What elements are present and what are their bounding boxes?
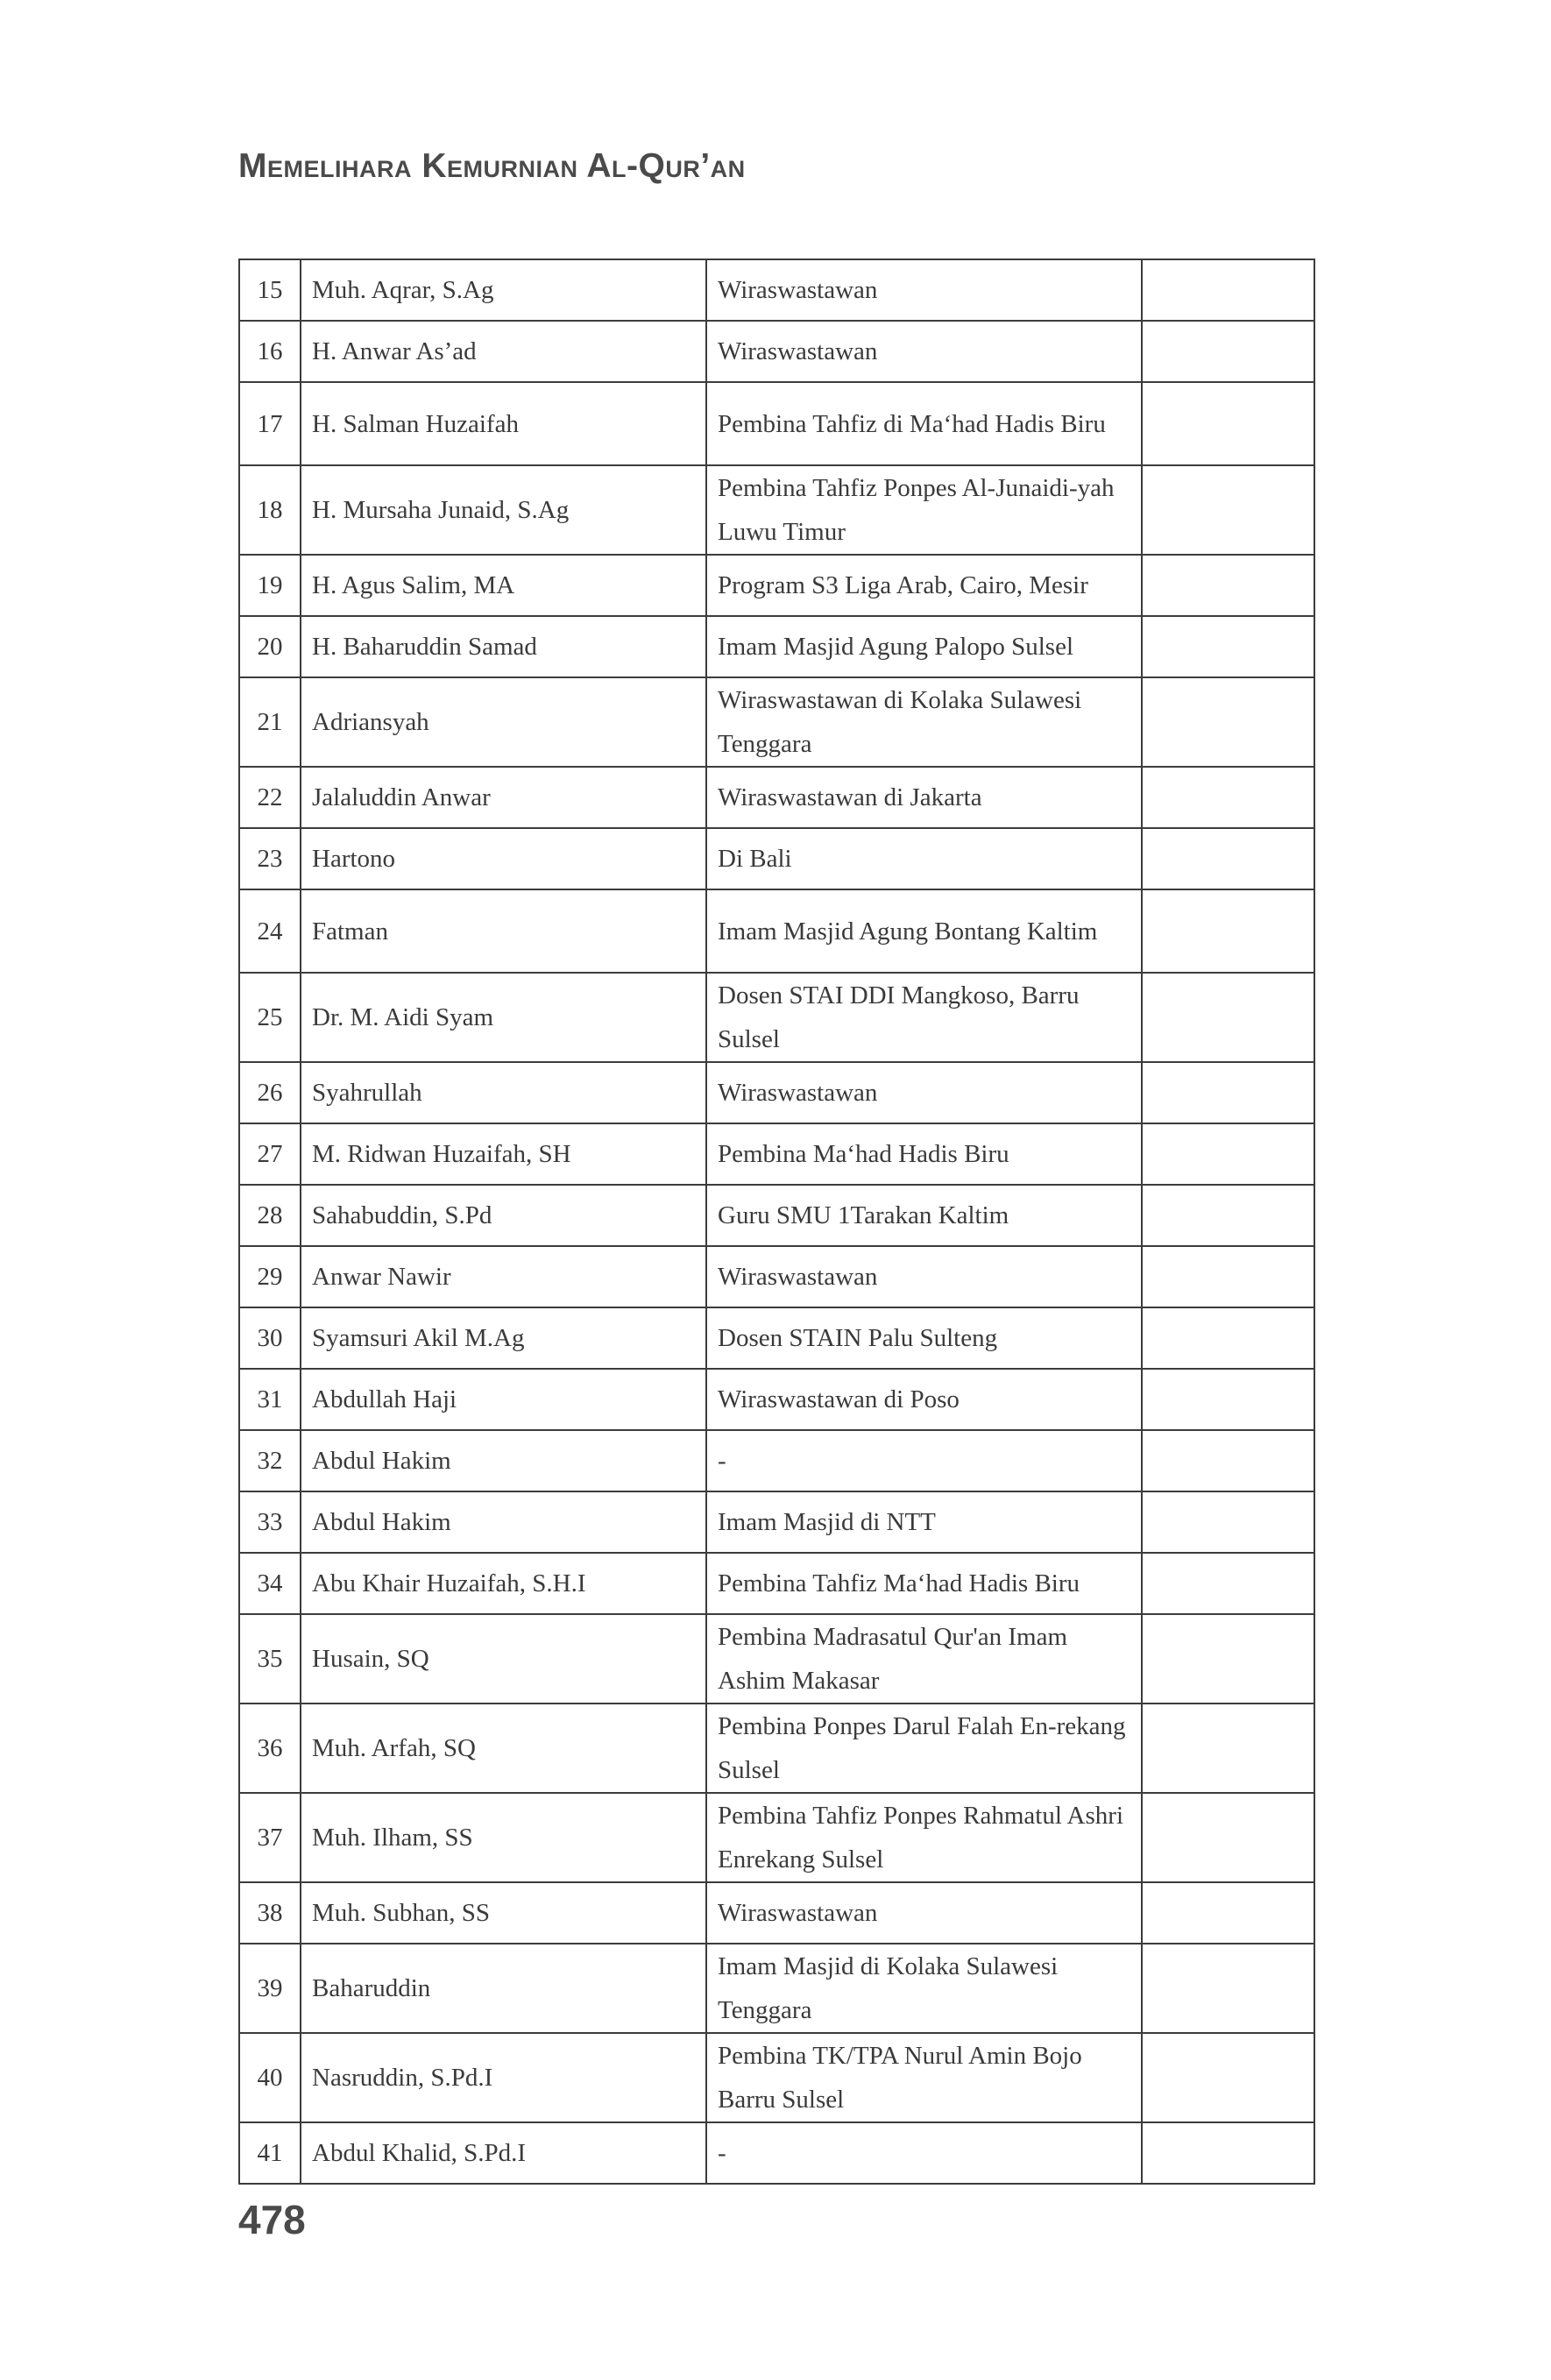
empty-cell <box>1142 767 1314 828</box>
row-number-cell: 36 <box>239 1704 301 1793</box>
row-number-cell: 21 <box>239 677 301 767</box>
table-row <box>239 2122 1314 2184</box>
position-cell: Pembina Tahfiz Ponpes Rahmatul Ashri Enrekang Sulsel <box>706 1793 1142 1882</box>
name-cell: Hartono <box>301 828 706 889</box>
row-number-cell: 22 <box>239 767 301 828</box>
row-number-cell: 34 <box>239 1553 301 1614</box>
empty-cell <box>1142 1307 1314 1369</box>
row-number-cell: 16 <box>239 321 301 382</box>
name-cell: Nasruddin, S.Pd.I <box>301 2033 706 2122</box>
empty-cell <box>1142 1062 1314 1123</box>
name-cell: Fatman <box>301 889 706 973</box>
empty-cell <box>1142 828 1314 889</box>
empty-cell <box>1142 1430 1314 1491</box>
position-cell: Dosen STAIN Palu Sulteng <box>706 1307 1142 1369</box>
position-cell: Imam Masjid Agung Bontang Kaltim <box>706 889 1142 973</box>
table-row <box>239 1882 1314 1944</box>
row-number-cell: 35 <box>239 1614 301 1704</box>
row-number-cell: 23 <box>239 828 301 889</box>
name-cell: Anwar Nawir <box>301 1246 706 1307</box>
empty-cell <box>1142 1614 1314 1704</box>
table-row <box>239 1430 1314 1491</box>
empty-cell <box>1142 1185 1314 1246</box>
name-cell: Abdul Hakim <box>301 1430 706 1491</box>
table-row <box>239 616 1314 677</box>
name-cell: Abdullah Haji <box>301 1369 706 1430</box>
row-number-cell: 18 <box>239 465 301 555</box>
table-row <box>239 382 1314 465</box>
table-row <box>239 1185 1314 1246</box>
name-cell: Adriansyah <box>301 677 706 767</box>
name-cell: H. Agus Salim, MA <box>301 555 706 616</box>
table-row <box>239 1123 1314 1185</box>
position-cell: Imam Masjid Agung Palopo Sulsel <box>706 616 1142 677</box>
table-row <box>239 677 1314 767</box>
row-number-cell: 32 <box>239 1430 301 1491</box>
table-row <box>239 2033 1314 2122</box>
empty-cell <box>1142 616 1314 677</box>
name-cell: Muh. Aqrar, S.Ag <box>301 259 706 321</box>
row-number-cell: 20 <box>239 616 301 677</box>
position-cell: - <box>706 2122 1142 2184</box>
table-row <box>239 1491 1314 1553</box>
position-cell: Wiraswastawan <box>706 259 1142 321</box>
empty-cell <box>1142 1491 1314 1553</box>
row-number-cell: 25 <box>239 973 301 1062</box>
page-number: 478 <box>238 2197 306 2242</box>
running-header: Memelihara Kemurnian Al-Qur’an <box>238 147 746 185</box>
table-row <box>239 767 1314 828</box>
row-number-cell: 19 <box>239 555 301 616</box>
table-row <box>239 1793 1314 1882</box>
alumni-table <box>238 259 1315 2185</box>
table-row <box>239 1553 1314 1614</box>
row-number-cell: 30 <box>239 1307 301 1369</box>
position-cell: Program S3 Liga Arab, Cairo, Mesir <box>706 555 1142 616</box>
position-cell: Pembina Tahfiz Ma‘had Hadis Biru <box>706 1553 1142 1614</box>
empty-cell <box>1142 1704 1314 1793</box>
empty-cell <box>1142 1553 1314 1614</box>
name-cell: H. Mursaha Junaid, S.Ag <box>301 465 706 555</box>
position-cell: - <box>706 1430 1142 1491</box>
name-cell: H. Salman Huzaifah <box>301 382 706 465</box>
position-cell: Wiraswastawan di Jakarta <box>706 767 1142 828</box>
position-cell: Imam Masjid di Kolaka Sulawesi Tenggara <box>706 1944 1142 2033</box>
table-row <box>239 259 1314 321</box>
name-cell: H. Baharuddin Samad <box>301 616 706 677</box>
empty-cell <box>1142 1882 1314 1944</box>
position-cell: Pembina Tahfiz Ponpes Al-Junaidi-yah Luwu Timur <box>706 465 1142 555</box>
table-row <box>239 1307 1314 1369</box>
empty-cell <box>1142 465 1314 555</box>
row-number-cell: 37 <box>239 1793 301 1882</box>
empty-cell <box>1142 677 1314 767</box>
name-cell: Syahrullah <box>301 1062 706 1123</box>
empty-cell <box>1142 889 1314 973</box>
name-cell: Baharuddin <box>301 1944 706 2033</box>
row-number-cell: 39 <box>239 1944 301 2033</box>
position-cell: Wiraswastawan di Kolaka Sulawesi Tenggara <box>706 677 1142 767</box>
empty-cell <box>1142 1369 1314 1430</box>
empty-cell <box>1142 973 1314 1062</box>
position-cell: Pembina Madrasatul Qur'an Imam Ashim Makasar <box>706 1614 1142 1704</box>
row-number-cell: 15 <box>239 259 301 321</box>
name-cell: H. Anwar As’ad <box>301 321 706 382</box>
table-row <box>239 465 1314 555</box>
table-row <box>239 321 1314 382</box>
empty-cell <box>1142 1944 1314 2033</box>
row-number-cell: 26 <box>239 1062 301 1123</box>
empty-cell <box>1142 1123 1314 1185</box>
name-cell: Abdul Hakim <box>301 1491 706 1553</box>
table-row <box>239 1369 1314 1430</box>
empty-cell <box>1142 555 1314 616</box>
row-number-cell: 27 <box>239 1123 301 1185</box>
position-cell: Pembina TK/TPA Nurul Amin Bojo Barru Sulsel <box>706 2033 1142 2122</box>
row-number-cell: 31 <box>239 1369 301 1430</box>
table-row <box>239 1062 1314 1123</box>
empty-cell <box>1142 382 1314 465</box>
position-cell: Guru SMU 1Tarakan Kaltim <box>706 1185 1142 1246</box>
table-body <box>239 259 1314 2184</box>
row-number-cell: 38 <box>239 1882 301 1944</box>
table-row <box>239 1614 1314 1704</box>
name-cell: Muh. Subhan, SS <box>301 1882 706 1944</box>
position-cell: Wiraswastawan <box>706 1882 1142 1944</box>
position-cell: Wiraswastawan <box>706 321 1142 382</box>
row-number-cell: 33 <box>239 1491 301 1553</box>
name-cell: Jalaluddin Anwar <box>301 767 706 828</box>
empty-cell <box>1142 2122 1314 2184</box>
empty-cell <box>1142 1793 1314 1882</box>
name-cell: Dr. M. Aidi Syam <box>301 973 706 1062</box>
empty-cell <box>1142 321 1314 382</box>
position-cell: Wiraswastawan <box>706 1062 1142 1123</box>
name-cell: Muh. Ilham, SS <box>301 1793 706 1882</box>
row-number-cell: 28 <box>239 1185 301 1246</box>
name-cell: Husain, SQ <box>301 1614 706 1704</box>
empty-cell <box>1142 2033 1314 2122</box>
empty-cell <box>1142 259 1314 321</box>
position-cell: Wiraswastawan di Poso <box>706 1369 1142 1430</box>
position-cell: Pembina Tahfiz di Ma‘had Hadis Biru <box>706 382 1142 465</box>
table-row <box>239 1246 1314 1307</box>
name-cell: M. Ridwan Huzaifah, SH <box>301 1123 706 1185</box>
row-number-cell: 41 <box>239 2122 301 2184</box>
name-cell: Syamsuri Akil M.Ag <box>301 1307 706 1369</box>
table-row <box>239 1704 1314 1793</box>
name-cell: Abdul Khalid, S.Pd.I <box>301 2122 706 2184</box>
position-cell: Imam Masjid di NTT <box>706 1491 1142 1553</box>
position-cell: Wiraswastawan <box>706 1246 1142 1307</box>
position-cell: Pembina Ma‘had Hadis Biru <box>706 1123 1142 1185</box>
table-row <box>239 889 1314 973</box>
table-row <box>239 1944 1314 2033</box>
table-row <box>239 555 1314 616</box>
table-row <box>239 828 1314 889</box>
position-cell: Pembina Ponpes Darul Falah En-rekang Sulsel <box>706 1704 1142 1793</box>
position-cell: Di Bali <box>706 828 1142 889</box>
row-number-cell: 24 <box>239 889 301 973</box>
empty-cell <box>1142 1246 1314 1307</box>
name-cell: Muh. Arfah, SQ <box>301 1704 706 1793</box>
name-cell: Sahabuddin, S.Pd <box>301 1185 706 1246</box>
name-cell: Abu Khair Huzaifah, S.H.I <box>301 1553 706 1614</box>
position-cell: Dosen STAI DDI Mangkoso, Barru Sulsel <box>706 973 1142 1062</box>
row-number-cell: 29 <box>239 1246 301 1307</box>
row-number-cell: 40 <box>239 2033 301 2122</box>
table-row <box>239 973 1314 1062</box>
row-number-cell: 17 <box>239 382 301 465</box>
